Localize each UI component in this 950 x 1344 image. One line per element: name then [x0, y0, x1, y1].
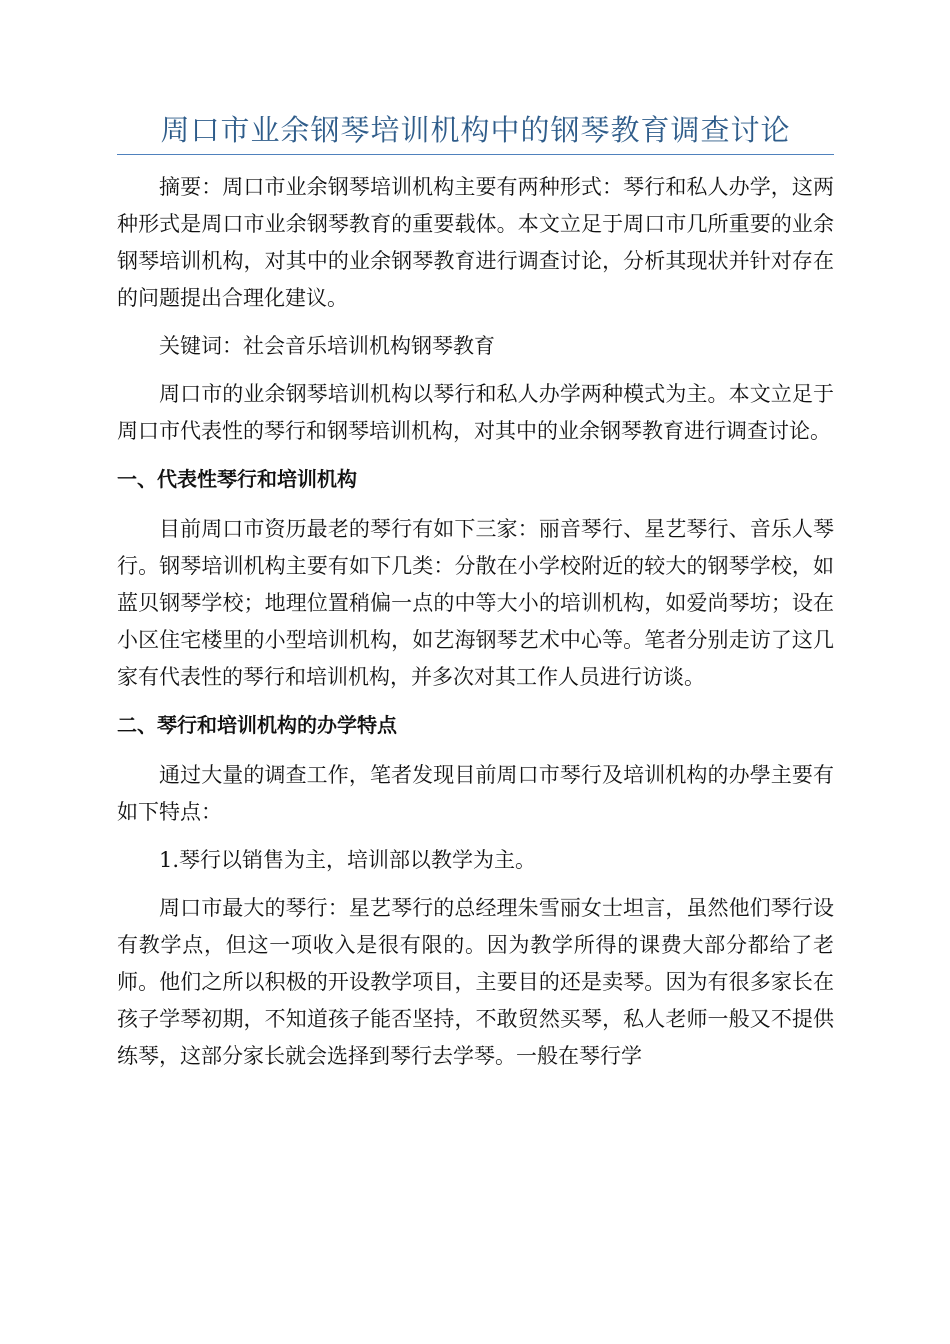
section2-intro-paragraph: 通过大量的调查工作，笔者发现目前周口市琴行及培训机构的办學主要有如下特点：: [117, 763, 834, 824]
page-title: 周口市业余钢琴培训机构中的钢琴教育调查讨论: [160, 113, 791, 147]
section-heading-1: 一、代表性琴行和培训机构: [117, 467, 357, 491]
section2-point-1: 1.琴行以销售为主，培训部以教学为主。: [159, 848, 537, 872]
section1-paragraph: 目前周口市资历最老的琴行有如下三家：丽音琴行、星艺琴行、音乐人琴行。钢琴培训机构主要有如下几类：分散在小学校附近的较大的钢琴学校，如蓝贝钢琴学校；地理位置稍偏一点的中等大小的培训机构，如爱尚琴坊；设在小区住宅楼里的小型培训机构，如艺海钢琴艺术中心等。笔者分别走访了这几家有代表性的琴行和培训机构，并多次对其工作人员进行访谈。: [117, 517, 834, 689]
document-page: [117, 108, 834, 1086]
abstract-paragraph: 摘要：周口市业余钢琴培训机构主要有两种形式：琴行和私人办学，这两种形式是周口市业余钢琴教育的重要载体。本文立足于周口市几所重要的业余钢琴培训机构，对其中的业余钢琴教育进行调查讨论，分析其现状并针对存在的问题提出合理化建议。: [117, 175, 834, 310]
section-heading-2: 二、琴行和培训机构的办学特点: [117, 713, 397, 737]
section2-body-paragraph: 周口市最大的琴行：星艺琴行的总经理朱雪丽女士坦言，虽然他们琴行设有教学点，但这一项收入是很有限的。因为教学所得的课费大部分都给了老师。他们之所以积极的开设教学项目，主要目的还是卖琴。因为有很多家长在孩子学琴初期，不知道孩子能否坚持，不敢贸然买琴，私人老师一般又不提供练琴，这部分家长就会选择到琴行去学琴。一般在琴行学: [117, 896, 834, 1068]
keywords-paragraph: 关键词：社会音乐培训机构钢琴教育: [159, 334, 495, 358]
intro-paragraph: 周口市的业余钢琴培训机构以琴行和私人办学两种模式为主。本文立足于周口市代表性的琴行和钢琴培训机构，对其中的业余钢琴教育进行调查讨论。: [117, 382, 834, 443]
title-underline: [117, 154, 834, 155]
